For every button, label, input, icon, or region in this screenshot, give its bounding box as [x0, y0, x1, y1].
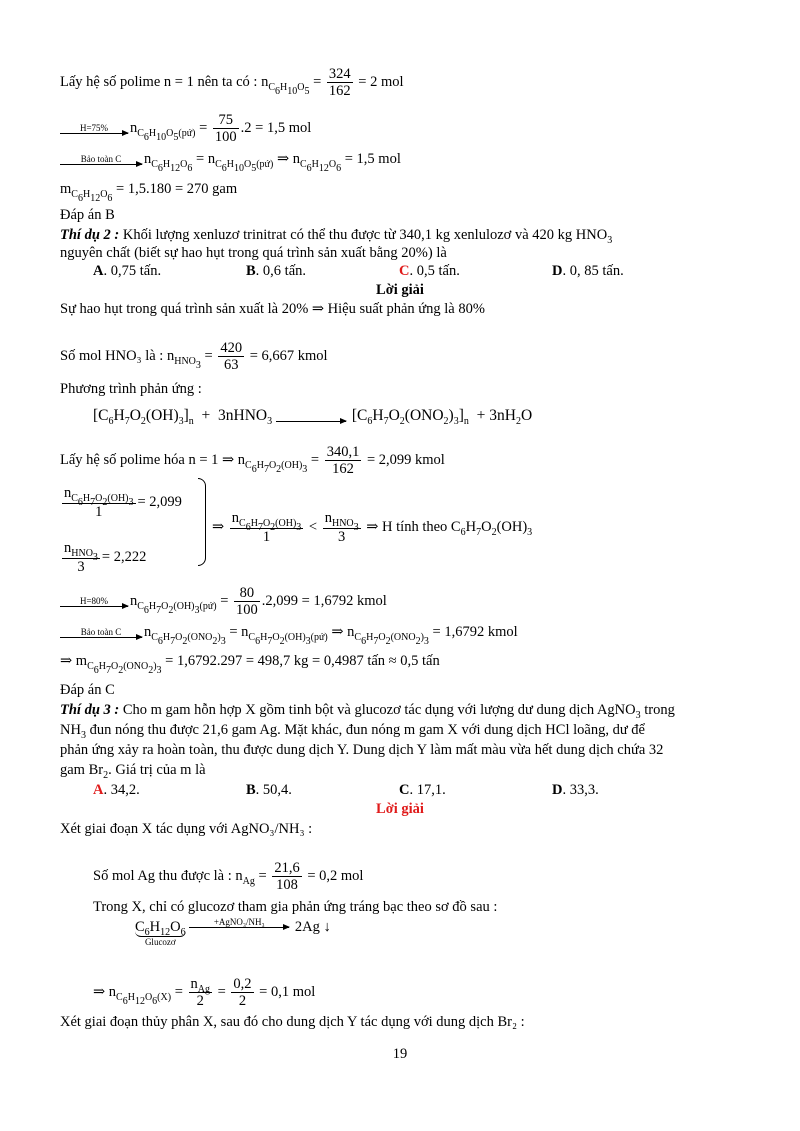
- example-2-line-2: nguyên chất (biết sự hao hụt trong quá trình sản xuất bằng 20%) là: [60, 245, 447, 261]
- example-2-line-1: Thí dụ 2 : Khối lượng xenluzơ trinitrat có thể thu được từ 340,1 kg xenlulozơ và 420 kg $HNO_3$: [60, 227, 613, 246]
- option-a: A. 34,2.: [93, 782, 140, 798]
- option-d: D. 0, 85 tấn.: [552, 263, 624, 279]
- answer-c-line: Đáp án C: [60, 682, 115, 698]
- line-efficiency-75: H=75% $n_{C_6H_{10}O_5(pứ)}$ = $\frac{75}{100}$ .2 = 1,5 mol: [60, 112, 311, 145]
- option-a: A. 0,75 tấn.: [93, 263, 162, 279]
- reaction-arrow: H=75%: [60, 123, 128, 134]
- fraction: $\frac{420}{63}$: [220, 340, 243, 373]
- fraction: $\frac{324}{162}$: [328, 66, 351, 99]
- reaction-arrow: +AgNO₃/NH₃: [189, 917, 289, 928]
- example-3-label: Thí dụ 3 :: [60, 702, 120, 718]
- option-c: C. 17,1.: [399, 782, 446, 798]
- line-efficiency-80: H=80% $n_{C_6H_7O_2(OH)_3(pứ)}$ = $\frac{80}{100}$ .2,099 = 1,6792 kmol: [60, 585, 387, 618]
- line-mass-trinitrate: ⇒ $m_{C_6H_7O_2(ONO_2)_3} = 1,6792.297 = 498,7$ kg = 0,4987 tấn ≈ 0,5 tấn: [60, 653, 440, 676]
- fraction: $\frac{n_{HNO_3}}{3}$: [64, 540, 98, 575]
- fraction: $\frac{21,6}{108}$: [274, 860, 300, 893]
- fraction: $\frac{80}{100}$: [236, 585, 258, 618]
- option-c: C. 0,5 tấn.: [399, 263, 460, 279]
- solution-title: Lời giải: [376, 282, 424, 298]
- ratio-hno3: $\frac{n_{HNO_3}}{3}$ = 2,222: [64, 540, 147, 575]
- glucose-underbrace: $C_6H_{12}O_6$ Glucozơ: [135, 919, 186, 947]
- page-number: 19: [392, 1046, 408, 1062]
- reaction-arrow: H=80%: [60, 596, 128, 607]
- option-b: B. 50,4.: [246, 782, 292, 798]
- reaction-arrow: Bảo toàn C: [60, 154, 142, 165]
- right-brace: [198, 478, 206, 566]
- fraction: $\frac{n_{C_6H_7O_2(OH)_3}}{1}$: [64, 485, 134, 520]
- reaction-arrow: Bảo toàn C: [60, 627, 142, 638]
- fraction: $\frac{n_{Ag}}{2}$: [190, 976, 210, 1009]
- comparison-conclusion: ⇒ $\frac{n_{C_6H_7O_2(OH)_3}}{1}$ < $\frac{n_{HNO_3}}{3}$ ⇒ H tính theo $C_6H_7O_2(OH)_3$: [212, 510, 533, 545]
- fraction: $\frac{75}{100}$: [214, 112, 237, 145]
- option-d: D. 33,3.: [552, 782, 599, 798]
- example-3-line-2: $NH_3$ đun nóng thu được 21,6 gam Ag. Mặt khác, đun nóng m gam X với dung dịch HCl loãng, dư để: [60, 722, 645, 741]
- option-b: B. 0,6 tấn.: [246, 263, 307, 279]
- line-equation-label: Phương trình phản ứng :: [60, 381, 202, 397]
- line-mol-ag: Số mol Ag thu được là : $n_{Ag}$ = $\frac{21,6}{108}$ = 0,2 mol: [93, 860, 364, 893]
- fraction: $\frac{0,2}{2}$: [233, 976, 252, 1009]
- line-stage-2: Xét giai đoạn thủy phân X, sau đó cho dung dịch Y tác dụng với dung dịch Br₂ :: [60, 1014, 525, 1030]
- reaction-arrow: [276, 411, 346, 422]
- line-mass-glucose: $m_{C_6H_{12}O_6} = 1,5.180 = 270$ gam: [60, 181, 238, 204]
- solution-title-3: Lời giải: [376, 801, 424, 817]
- line-carbon-conservation-2: Bảo toàn C $n_{C_6H_7O_2(ONO_2)_3} = n_{C_6H_7O_2(OH)_3(pứ)}$ ⇒ $n_{C_6H_7O_2(ONO_2)_3} = 1,6792$ kmol: [60, 623, 518, 642]
- line-polymer-n1: Lấy hệ số polime n = 1 nên ta có : $n_{C_6H_{10}O_5}$ = $\frac{324}{162}$ = 2 mol: [60, 66, 404, 99]
- line-glucose-only: Trong X, chỉ có glucozơ tham gia phản ứng tráng bạc theo sơ đồ sau :: [93, 899, 498, 915]
- fraction: $\frac{n_{C_6H_7O_2(OH)_3}}{1}$: [231, 510, 302, 545]
- line-polymer-degree: Lấy hệ số polime hóa n = 1 ⇒ $n_{C_6H_7O_2(OH)_3}$ = $\frac{340,1}{162}$ = 2,099 kmol: [60, 444, 445, 477]
- fraction: $\frac{340,1}{162}$: [326, 444, 360, 477]
- example-3-line-1: Thí dụ 3 : Cho m gam hỗn hợp X gồm tinh bột và glucozơ tác dụng với lượng dư dung dịch AgNO$_3$ trong: [60, 702, 675, 721]
- example-2-label: Thí dụ 2 :: [60, 227, 120, 243]
- example-3-line-3: phản ứng xảy ra hoàn toàn, thu được dung dịch Y. Dung dịch Y làm mất màu vừa hết dung dịch chứa 32: [60, 742, 664, 758]
- line-loss: Sự hao hụt trong quá trình sản xuất là 20% ⇒ Hiệu suất phản ứng là 80%: [60, 301, 485, 317]
- line-stage-1: Xét giai đoạn X tác dụng với AgNO₃/NH₃ :: [60, 821, 313, 837]
- fraction: $\frac{n_{HNO_3}}{3}$: [324, 510, 359, 545]
- silver-mirror-scheme: $C_6H_{12}O_6$ Glucozơ +AgNO₃/NH₃ 2Ag ↓: [135, 917, 331, 947]
- ratio-cellulose: $\frac{n_{C_6H_7O_2(OH)_3}}{1}$ = 2,099: [64, 485, 182, 520]
- reaction-equation: $[C_6H_7O_2(OH)_3]_n$ + 3nHNO$_3$ $[C_6H_7O_2(ONO_2)_3]_n + 3nH_2O$: [93, 407, 533, 427]
- answer-b-line: Đáp án B: [60, 207, 115, 223]
- line-mol-glucose: ⇒ $n_{C_6H_{12}O_6(X)}$ = $\frac{n_{Ag}}{2}$ = $\frac{0,2}{2}$ = 0,1 mol: [93, 976, 316, 1009]
- line-mol-hno3: Số mol HNO₃ là : $n_{HNO_3}$ = $\frac{420}{63}$ = 6,667 kmol: [60, 340, 328, 373]
- example-3-line-4: gam $Br_2$. Giá trị của m là: [60, 762, 206, 781]
- line-carbon-conservation: Bảo toàn C $n_{C_6H_{12}O_6} = n_{C_6H_{10}O_5(pứ)}$ ⇒ $n_{C_6H_{12}O_6} = 1,5$ mol: [60, 150, 401, 169]
